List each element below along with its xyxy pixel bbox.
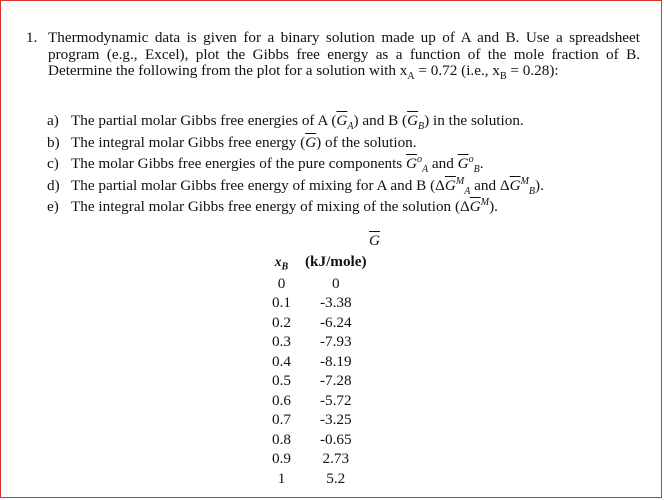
cell-gibbs: -3.25 <box>319 411 352 429</box>
cell-gibbs: 2.73 <box>322 450 350 468</box>
cell-gibbs: -3.38 <box>319 294 352 312</box>
cell-xb: 0.7 <box>272 411 291 429</box>
table-row <box>272 411 367 431</box>
cell-gibbs: -5.72 <box>319 391 352 409</box>
cell-gibbs: -6.24 <box>319 313 352 331</box>
question-item: c) The molar Gibbs free energies of the pure components $\overline{G}^o_A$ and $\overline{G}^o_B$. <box>47 153 484 176</box>
problem-statement <box>26 29 640 83</box>
question-item: a) The partial molar Gibbs free energies of A $(\overline{G}_A)$ and B $(\overline{G}_B)$ in the solution. <box>47 112 524 133</box>
cell-gibbs: -7.28 <box>319 372 352 390</box>
cell-xb: 0.8 <box>272 430 291 448</box>
cell-xb: 0.6 <box>272 391 291 409</box>
cell-gibbs: -8.19 <box>319 352 352 370</box>
table-row <box>272 274 367 294</box>
table-row <box>272 430 367 450</box>
cell-xb: 0.9 <box>272 450 291 468</box>
cell-xb: 0 <box>277 274 286 292</box>
table-row <box>272 391 367 411</box>
table-row <box>272 372 367 392</box>
cell-gibbs: -7.93 <box>319 333 352 351</box>
question-list <box>47 110 637 218</box>
question-item: b) The integral molar Gibbs free energy $(\overline{G})$ of the solution. <box>47 133 417 151</box>
table-row <box>272 294 367 314</box>
problem-number: 1. <box>26 29 38 46</box>
gibbs-table <box>272 250 367 489</box>
cell-xb: 0.3 <box>272 333 291 351</box>
problem-text: Thermodynamic data is given for a binary solution made up of A and B. Use a spreadsheet program (e.g., Excel), plot the Gibbs free energy as a function of the mole fraction of B. Determine the following from the plot for a solution with $x_A = 0.72$ (i.e., $x_B = 0.28$): <box>48 29 640 83</box>
table-row <box>272 313 367 333</box>
table-row <box>272 469 367 489</box>
header-xb: $x_B$ <box>274 254 289 273</box>
cell-xb: 0.1 <box>272 294 291 312</box>
cell-xb: 1 <box>277 469 286 487</box>
cell-xb: 0.2 <box>272 313 291 331</box>
table-header-row <box>272 250 367 274</box>
cell-xb: 0.5 <box>272 372 291 390</box>
table-row <box>272 352 367 372</box>
table-row <box>272 333 367 353</box>
question-item: d) The partial molar Gibbs free energy of mixing for A and B ($\Delta\overline{G}^M_A$ and $\Delta\overline{G}^M_B$). <box>47 175 544 197</box>
cell-gibbs: 0 <box>331 274 340 292</box>
cell-gibbs: -0.65 <box>319 430 352 448</box>
cell-gibbs: 5.2 <box>326 469 346 487</box>
header-units: (kJ/mole) <box>304 253 367 270</box>
question-item: e) The integral molar Gibbs free energy of mixing of the solution $(\Delta\overline{G}^M)$. <box>47 196 498 215</box>
table-row <box>272 450 367 470</box>
cell-xb: 0.4 <box>272 352 291 370</box>
g-bar-symbol: $\overline{G}$ <box>369 232 380 249</box>
